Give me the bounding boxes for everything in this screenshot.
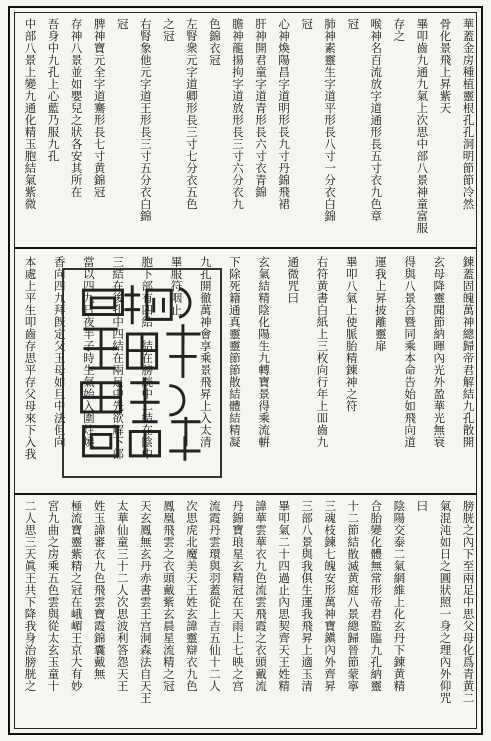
middle-text-column: 錬蓋固魄萬神總歸帝君解結九孔散開 bbox=[461, 256, 476, 448]
bottom-text-column: 二人思三天眞王共下降我身治膀胱之 bbox=[23, 500, 38, 692]
middle-text-column: 右符黄書白紙上三枚向行年上吅齒九 bbox=[315, 256, 330, 448]
top-text-column: 冠 bbox=[115, 18, 130, 30]
bottom-text-column: 合胎變化體無常形帝君監臨九孔納靈 bbox=[369, 500, 384, 692]
bottom-text-column: 姓玉諱審衣九色飛雲寶霞錦囊戴無 bbox=[92, 500, 107, 680]
top-text-column: 冠 bbox=[346, 18, 361, 30]
middle-text-column: 本處上平生叩齒存思平存父母來下入我 bbox=[23, 256, 38, 460]
bottom-text-column: 曰 bbox=[415, 500, 430, 512]
top-text-column: 存之 bbox=[392, 18, 407, 42]
bottom-text-column: 鳳凰飛雲之衣頭戴紫玄晨星流精之冠 bbox=[161, 500, 176, 692]
bottom-text-column: 丹錦寶琅星玄精冠在天雨上七映之宫 bbox=[230, 500, 245, 692]
middle-text-column: 玄氣結精陰化陽生九轉寶景得乘流輧 bbox=[257, 256, 272, 448]
top-text-column: 華蓋金房種植靈根孔孔洞明節節冷然 bbox=[461, 18, 476, 210]
bottom-text-column: 天玄鳳無玄丹赤書雲王宫洞森法自天王 bbox=[138, 500, 153, 704]
middle-text-column: 胞下部有四結一結在膀胱中二結在陰中 bbox=[140, 256, 155, 460]
middle-text-column: 九孔開徹萬神會享乘景飛昇上入太清 bbox=[198, 256, 213, 448]
bottom-text-column: 畢叩氣二十四過止內思契齊天王姓精 bbox=[277, 500, 292, 692]
middle-text-column: 得與八景合暨同乘本命告始如飛向道 bbox=[403, 256, 418, 448]
top-text-column: 心神煥陽昌字道明形長九寸丹錦飛裙 bbox=[277, 18, 292, 210]
bottom-text-column: 三魂枝鍊七魄安形萬神寶鎭內外齊昇 bbox=[323, 500, 338, 692]
section-divider-bottom bbox=[14, 493, 477, 495]
bottom-text-column: 極流寶靈紫精之冠在峨嵋王京大有妙 bbox=[69, 500, 84, 692]
top-text-column: 肺神素靈生字道平形長八寸一分衣白錦 bbox=[323, 18, 338, 222]
talisman-seal bbox=[62, 268, 222, 478]
middle-text-column: 運我上昇披離靈扉 bbox=[373, 256, 388, 352]
top-text-column: 色錦衣冠 bbox=[207, 18, 222, 66]
bottom-text-column: 流霞丹雲環與羽蓋從上吉五仙十二人 bbox=[207, 500, 222, 692]
top-text-column: 吾身中九孔上心藍乃服九孔 bbox=[46, 18, 61, 162]
bottom-text-column: 諱華雲華衣九色流雲飛霞之衣頭戴流 bbox=[254, 500, 269, 692]
talisman-glyph bbox=[64, 270, 220, 476]
section-divider-top bbox=[14, 247, 477, 249]
top-text-column: 畢叩齒九通九氣上次思中部八景神童富服 bbox=[415, 18, 430, 234]
top-text-column: 膽神龍揚拘字道放形長三寸六分衣九 bbox=[230, 18, 245, 210]
top-text-column: 肝神開君童字道青形長六寸衣青錦 bbox=[254, 18, 269, 198]
bottom-text-column: 氣混沌如日之圓狀照一身之理內外仰咒 bbox=[438, 500, 453, 704]
middle-text-column: 玄母降靈聞節納暉內光外盈華光無衰 bbox=[432, 256, 447, 448]
top-text-column: 脾神寶元全字道騫形長七寸黄錦冠 bbox=[92, 18, 107, 198]
middle-text-column: 下除死籍通真靈靈節節散結體結精凝 bbox=[227, 256, 242, 448]
middle-text-column: 通微咒曰 bbox=[286, 256, 301, 304]
bottom-text-column: 十二節結散滅黄庭八景總歸晉節蒙寧 bbox=[346, 500, 361, 692]
middle-text-column: 香向四九拜旣定父玉母如旦中法但向 bbox=[52, 256, 67, 448]
middle-text-column: 當以四九日夜半子時生氣始入圍炷燒 bbox=[81, 256, 96, 448]
top-text-column: 左腎衆元字道卿形長三寸七分衣五色 bbox=[184, 18, 199, 210]
top-text-column: 之冠 bbox=[161, 18, 176, 42]
top-text-column: 喉神名百流放字道通形長五寸衣九色章 bbox=[369, 18, 384, 222]
bottom-text-column: 三部八景與我俱生運我飛昇上適玉清 bbox=[300, 500, 315, 692]
middle-text-column: 畢叩八氣上使脈胎精錬神之符 bbox=[344, 256, 359, 412]
middle-text-column: 畢服符咽止 bbox=[169, 256, 184, 316]
top-text-column: 骨化景飛上昇紫天 bbox=[438, 18, 453, 114]
bottom-text-column: 宮九曲之房乘五色雲與從太玄玉童十 bbox=[46, 500, 61, 692]
bottom-text-column: 太華仙童三十二人次思波利答怨天王 bbox=[115, 500, 130, 692]
top-text-column: 冠 bbox=[300, 18, 315, 30]
middle-text-column: 三結在後孔中四結在兩足中先欲解下部 bbox=[111, 256, 126, 460]
bottom-text-column: 陰陽交泰二氣網維上化玄丹下錬黄精 bbox=[392, 500, 407, 692]
bottom-text-column: 次思虎北魔美天王姓玄諱靈辯衣九色 bbox=[184, 500, 199, 692]
top-text-column: 存神八景並如嬰兒之狀各安其所在 bbox=[69, 18, 84, 198]
bottom-text-column: 膀胱之內下至兩足中思父母化爲青黄二 bbox=[461, 500, 476, 704]
top-text-column: 右腎象他元字道王形長三寸五分衣白錦 bbox=[138, 18, 153, 222]
top-text-column: 中部八景上變九通化精玉胞結氣紫微 bbox=[23, 18, 38, 210]
